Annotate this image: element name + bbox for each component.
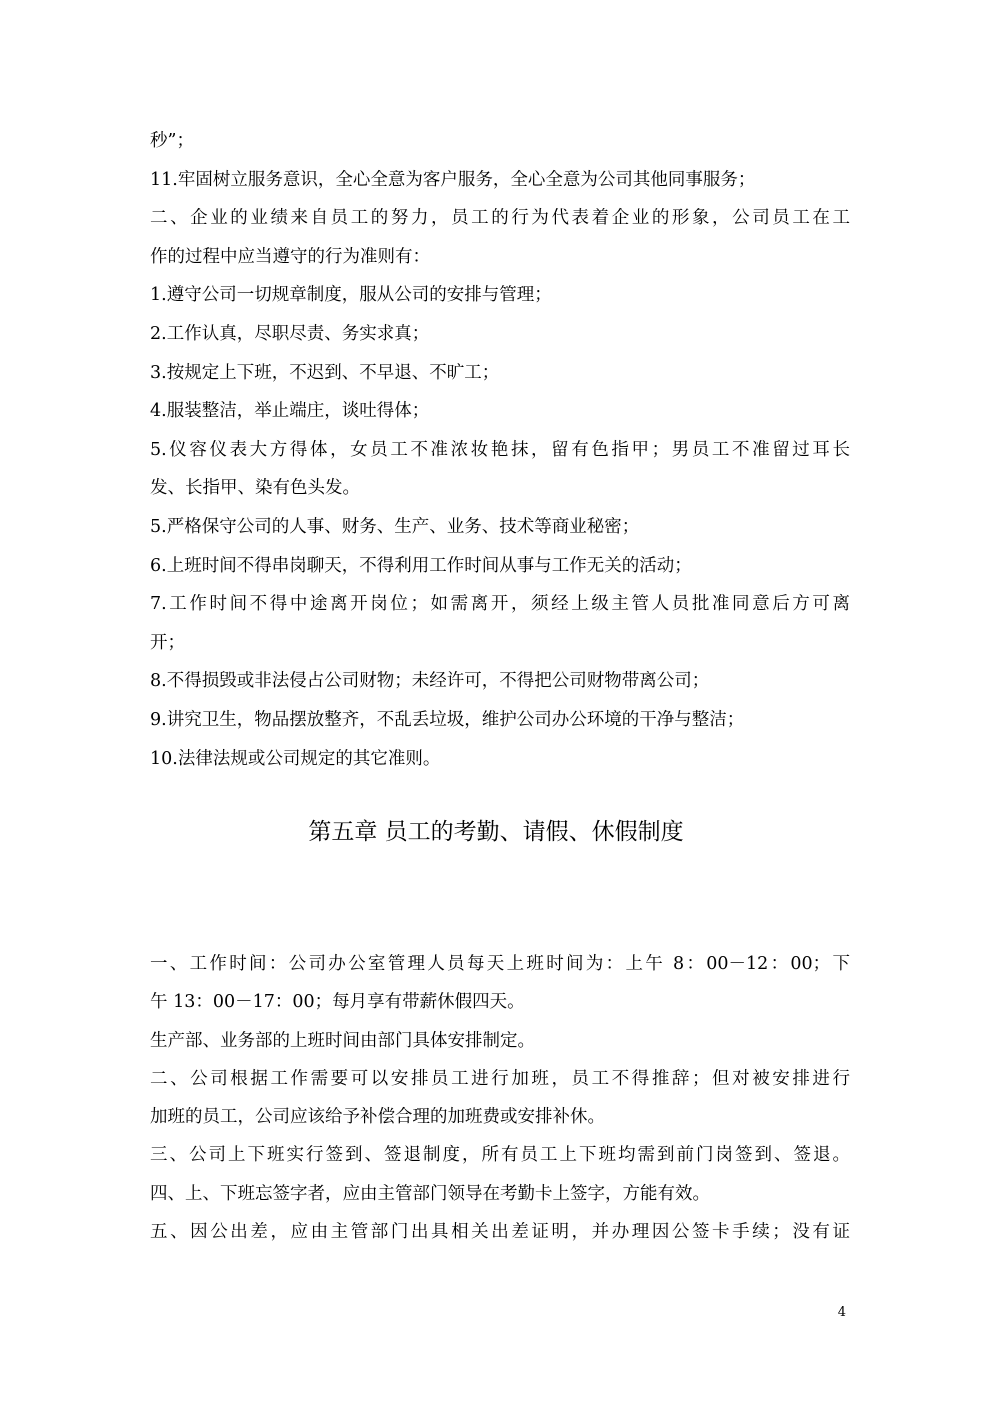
attendance-section bbox=[150, 945, 850, 1251]
text-line: 发、长指甲、染有色头发。 bbox=[150, 478, 360, 499]
text-line: 11.牢固树立服务意识，全心全意为客户服务，全心全意为公司其他同事服务； bbox=[150, 169, 756, 190]
text-line: 10.法律法规或公司规定的其它准则。 bbox=[150, 748, 441, 769]
text-line: 4.服装整洁，举止端庄，谈吐得体； bbox=[150, 401, 430, 422]
text-line: 二、企业的业绩来自员工的努力，员工的行为代表着企业的形象，公司员工在工 bbox=[150, 208, 850, 229]
text-line: 秒”； bbox=[150, 131, 194, 151]
page-number: 4 bbox=[837, 1305, 846, 1320]
text-line: 二、公司根据工作需要可以安排员工进行加班，员工不得推辞；但对被安排进行 bbox=[150, 1068, 850, 1089]
text-line: 9.讲究卫生，物品摆放整齐，不乱丢垃圾，维护公司办公环境的干净与整洁； bbox=[150, 709, 745, 730]
text-line: 五、因公出差，应由主管部门出具相关出差证明，并办理因公签卡手续；没有证 bbox=[150, 1222, 850, 1243]
text-line: 8.不得损毁或非法侵占公司财物；未经许可，不得把公司财物带离公司； bbox=[150, 671, 710, 692]
text-line: 3.按规定上下班，不迟到、不早退、不旷工； bbox=[150, 362, 500, 383]
text-line: 开； bbox=[150, 632, 185, 653]
text-line: 5.仪容仪表大方得体，女员工不准浓妆艳抹，留有色指甲；男员工不准留过耳长 bbox=[150, 439, 850, 460]
text-line: 生产部、业务部的上班时间由部门具体安排制定。 bbox=[150, 1030, 535, 1051]
text-line: 5.严格保守公司的人事、财务、生产、业务、技术等商业秘密； bbox=[150, 516, 640, 537]
text-line: 三、公司上下班实行签到、签退制度，所有员工上下班均需到前门岗签到、签退。 bbox=[150, 1145, 850, 1166]
chapter-title: 第五章 员工的考勤、请假、休假制度 bbox=[308, 819, 684, 845]
text-line: 1.遵守公司一切规章制度，服从公司的安排与管理； bbox=[150, 285, 552, 306]
text-line: 加班的员工，公司应该给予补偿合理的加班费或安排补休。 bbox=[150, 1107, 605, 1128]
text-line: 四、上、下班忘签字者，应由主管部门领导在考勤卡上签字，方能有效。 bbox=[150, 1183, 710, 1204]
text-line: 2.工作认真，尽职尽责、务实求真； bbox=[150, 323, 430, 344]
text-line: 一、工作时间：公司办公室管理人员每天上班时间为：上午 8：00－12：00；下 bbox=[150, 954, 850, 974]
text-line: 6.上班时间不得串岗聊天，不得利用工作时间从事与工作无关的活动； bbox=[150, 555, 692, 576]
text-line: 7.工作时间不得中途离开岗位；如需离开，须经上级主管人员批准同意后方可离 bbox=[150, 594, 850, 615]
rules-section bbox=[150, 122, 850, 778]
text-line: 作的过程中应当遵守的行为准则有： bbox=[150, 246, 430, 267]
text-line: 午 13：00－17：00；每月享有带薪休假四天。 bbox=[150, 992, 525, 1013]
